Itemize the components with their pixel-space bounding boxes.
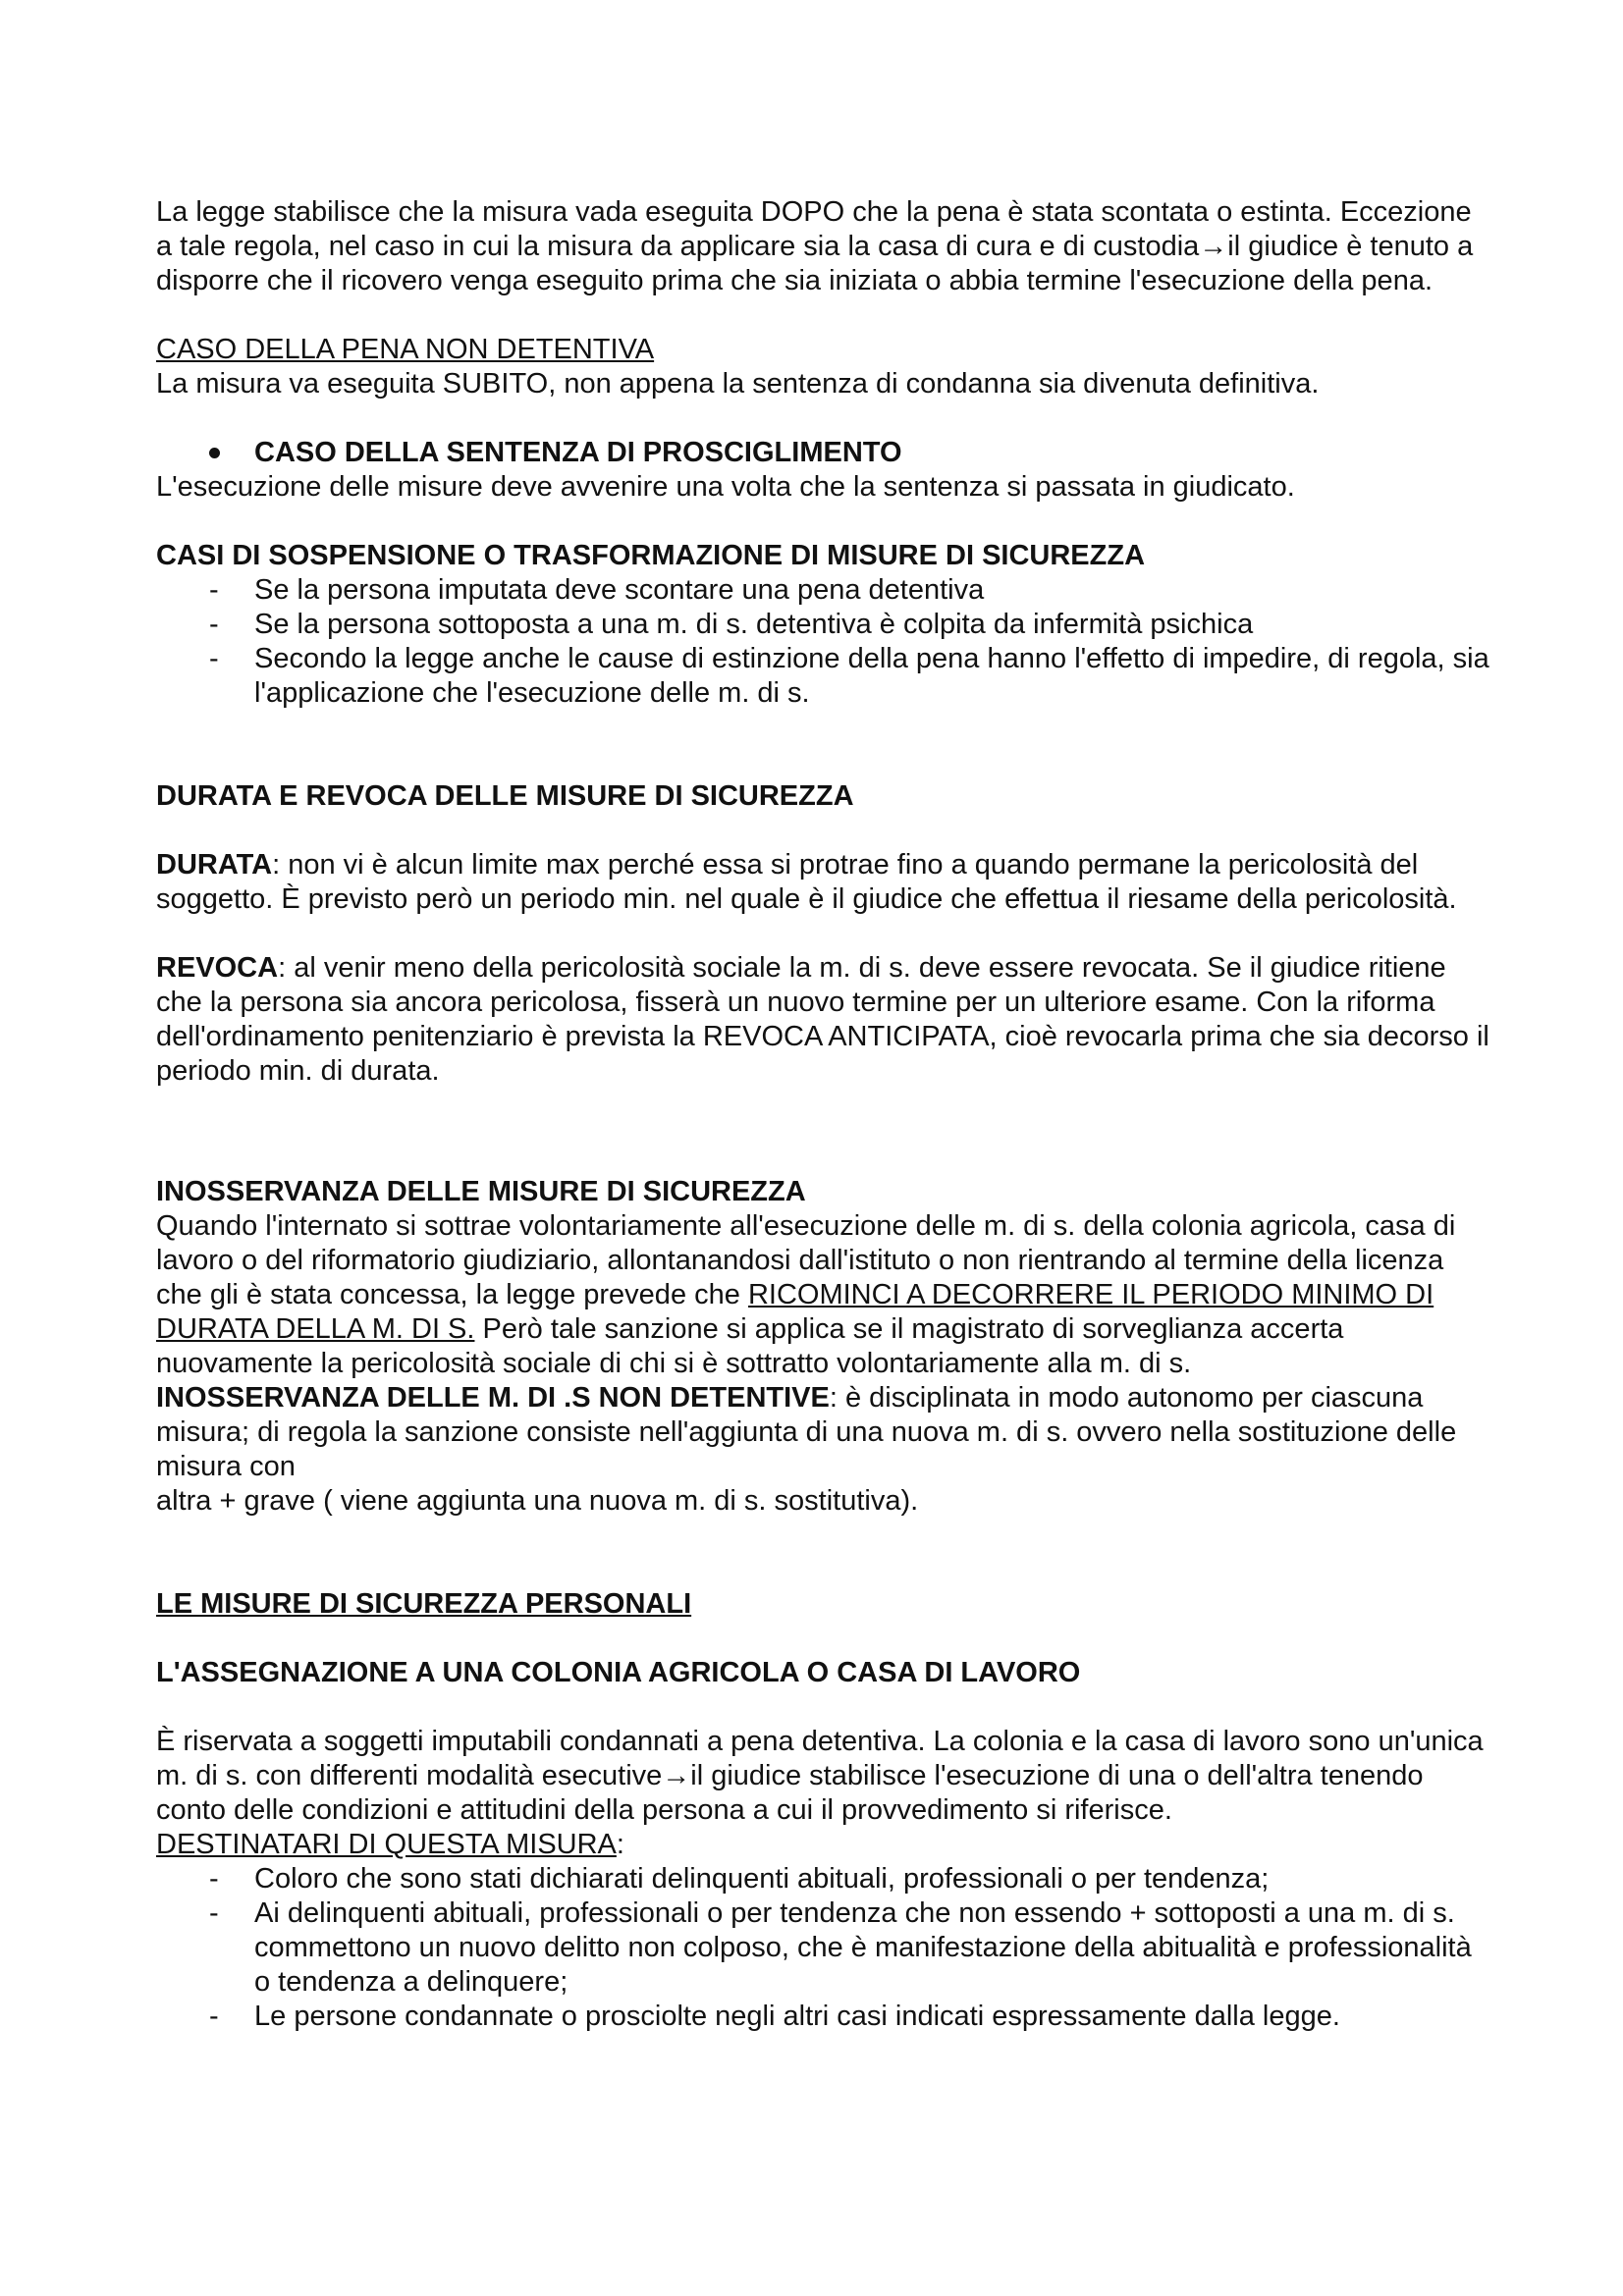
nonobservance-text-after: Però tale sanzione si applica se il magistrato di sorveglianza accerta nuovamente la pericolosità sociale di chi si è sottratto volontariamente alla m. di s. [156,1313,1344,1379]
list-item: - Se la persona sottoposta a una m. di s. detentiva è colpita da infermità psichica [156,608,1491,642]
document-body [156,195,1491,2034]
revoca-paragraph [156,951,1491,1089]
list-item: - Le persone condannate o prosciolte negli altri casi indicati espressamente dalla legge. [156,2000,1491,2034]
revoca-label: REVOCA [156,952,279,984]
list-item: - Se la persona imputata deve scontare una pena detentiva [156,573,1491,608]
non-detentive-nonobservance-text: : è disciplinata in modo autonomo per ciascuna misura; di regola la sanzione consiste nell'aggiunta di una nuova m. di s. ovvero nella sostituzione delle misura con [156,1382,1457,1482]
list-item: - Ai delinquenti abituali, professionali o per tendenza che non essendo + sottoposti a una m. di s. commettono un nuovo delitto non colposo, che è manifestazione della abitualità e professionalità o tendenza a delinquere; [156,1896,1491,2000]
durata-paragraph [156,848,1491,917]
durata-text: : non vi è alcun limite max perché essa si protrae fino a quando permane la pericolosità del soggetto. È previsto però un periodo min. nel quale è il giudice che effettua il riesame della pericolosità. [156,849,1457,915]
list-item: - Coloro che sono stati dichiarati delinquenti abituali, professionali o per tendenza; [156,1862,1491,1896]
revoca-text: : al venir meno della pericolosità sociale la m. di s. deve essere revocata. Se il giudice ritiene che la persona sia ancora pericolosa, fisserà un nuovo termine per un ulteriore esame. Con la riforma dell'ordinamento penitenziario è prevista la REVOCA ANTICIPATA, cioè revocarla prima che sia decorso il periodo min. di durata. [156,952,1489,1087]
bullet-icon [209,448,220,458]
durata-label: DURATA [156,849,273,881]
list-item: - Secondo la legge anche le cause di estinzione della pena hanno l'effetto di impedire, di regola, sia l'applicazione che l'esecuzione delle m. di s. [156,642,1491,711]
non-detentive-nonobservance-text-2: altra + grave ( viene aggiunta una nuova m. di s. sostitutiva). [156,1485,919,1517]
nonobservance-text-underlined: RICOMINCI A DECORRERE IL PERIODO MINIMO DI DURATA DELLA M. DI S. [156,1279,1434,1345]
non-detentive-nonobservance-label: INOSSERVANZA DELLE M. DI .S NON DETENTIVE [156,1382,830,1414]
non-detentive-text: La misura va eseguita SUBITO, non appena la sentenza di condanna sia divenuta definitiva. [156,368,1320,400]
colonia-subheading: L'ASSEGNAZIONE A UNA COLONIA AGRICOLA O CASA DI LAVORO [156,1657,1081,1688]
duration-revoca-heading: DURATA E REVOCA DELLE MISURE DI SICUREZZA [156,780,854,812]
nonobservance-paragraph [156,1209,1491,1381]
colonia-paragraph: È riservata a soggetti imputabili condannati a pena detentiva. La colonia e la casa di lavoro sono un'unica m. di s. con differenti modalità esecutive→il giudice stabilisce l'esecuzione di una o dell'altra tenendo conto delle condizioni e attitudini della persona a cui il provvedimento si riferisce. [156,1726,1484,1826]
suspension-heading: CASI DI SOSPENSIONE O TRASFORMAZIONE DI MISURE DI SICUREZZA [156,540,1146,571]
execution-paragraph: La legge stabilisce che la misura vada eseguita DOPO che la pena è stata scontata o estinta. Eccezione a tale regola, nel caso in cui la misura da applicare sia la casa di cura e di custodia→il giudice è tenuto a disporre che il ricovero venga eseguito prima che sia iniziata o abbia termine l'esecuzione della pena. [156,196,1474,296]
personal-measures-heading: LE MISURE DI SICUREZZA PERSONALI [156,1588,692,1620]
recipients-label: DESTINATARI DI QUESTA MISURA [156,1829,617,1860]
suspension-list [156,573,1491,711]
recipients-colon: : [616,1829,624,1860]
recipients-list [156,1862,1491,2034]
acquittal-text: L'esecuzione delle misure deve avvenire una volta che la sentenza si passata in giudicato. [156,471,1295,503]
acquittal-heading-item [156,436,1491,470]
acquittal-heading: CASO DELLA SENTENZA DI PROSCIGLIMENTO [254,437,902,468]
non-detentive-heading: CASO DELLA PENA NON DETENTIVA [156,334,655,365]
nonobservance-text-before: Quando l'internato si sottrae volontariamente all'esecuzione delle m. di s. della colonia agricola, casa di lavoro o del riformatorio giudiziario, allontanandosi dall'istituto o non rientrando al termine della licenza che gli è stata concessa, la legge prevede che [156,1210,1456,1310]
recipients-line [156,1828,1491,1862]
non-detentive-nonobservance-paragraph [156,1381,1491,1484]
nonobservance-heading: INOSSERVANZA DELLE MISURE DI SICUREZZA [156,1176,806,1207]
